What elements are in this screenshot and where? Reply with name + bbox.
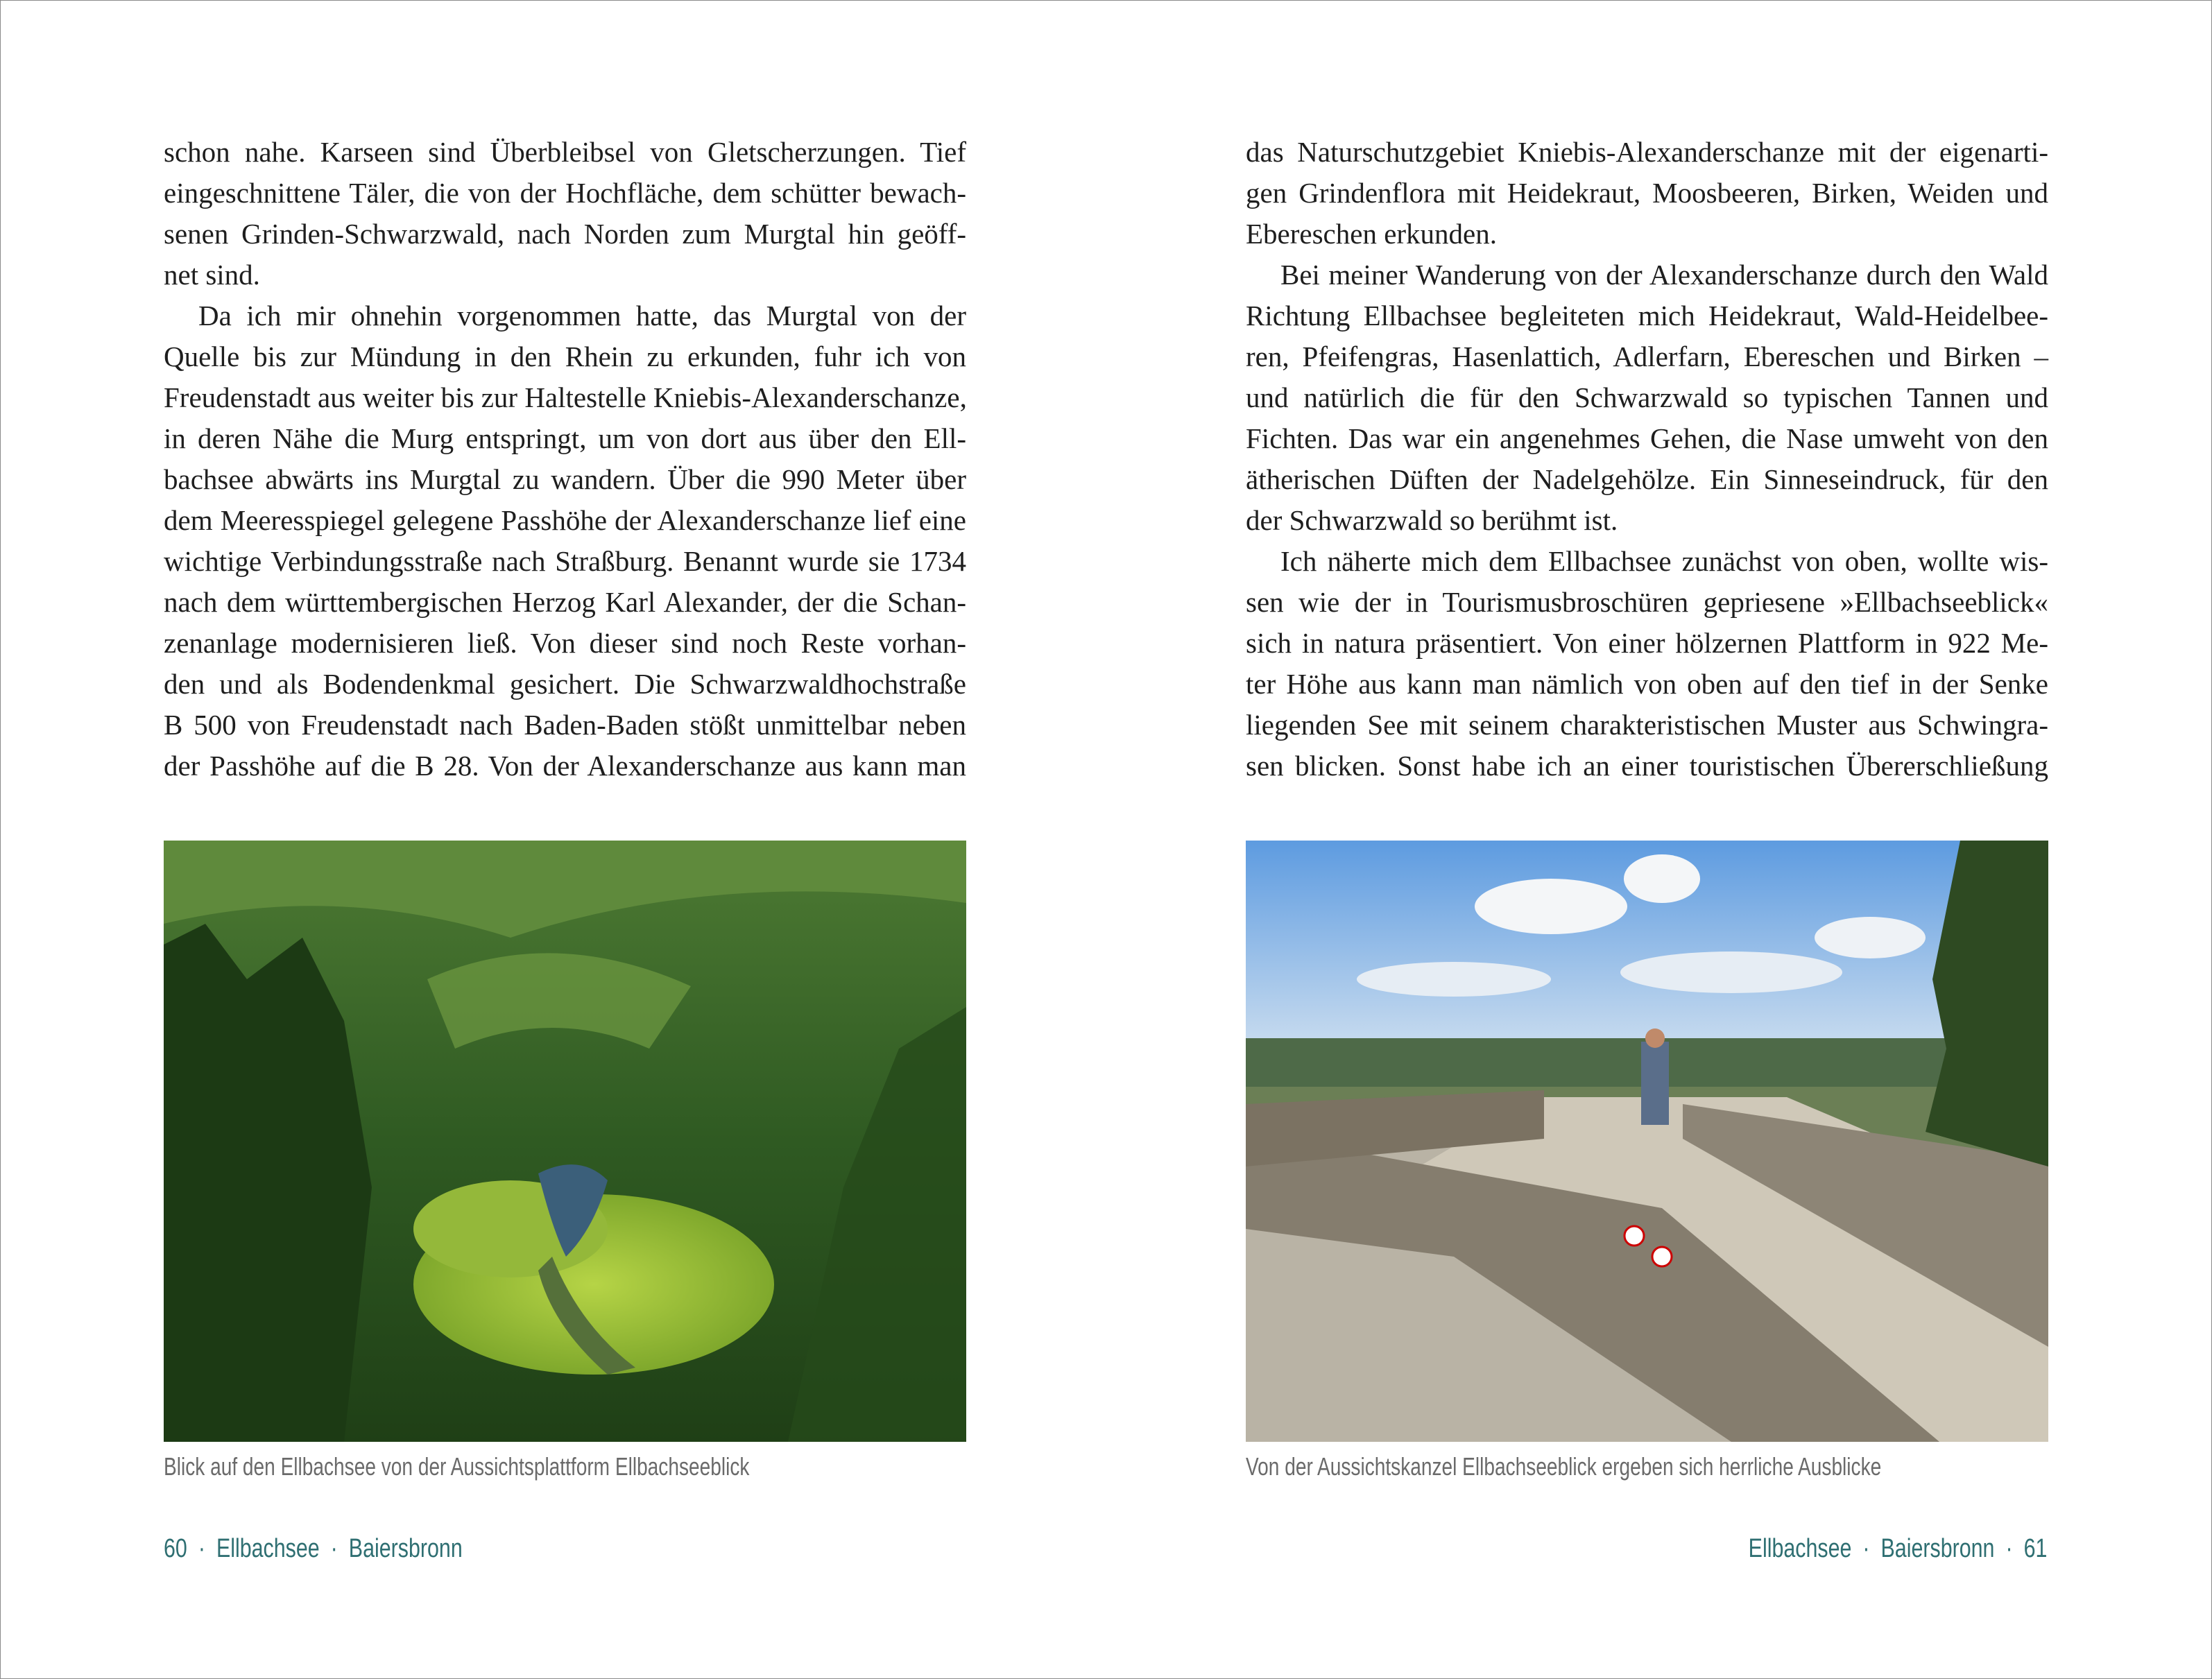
text-line: liegenden See mit seinem charakteristischen Muster aus Schwingra- xyxy=(1246,709,2048,741)
text-line: ter Höhe aus kann man nämlich von oben auf den tief in der Senke xyxy=(1246,668,2048,700)
right-photo-caption: Von der Aussichtskanzel Ellbachseeblick ergeben sich herrliche Ausblicke xyxy=(1246,1452,1882,1481)
separator-dot: · xyxy=(2005,1534,2013,1563)
text-line: nach dem württembergischen Herzog Karl Alexander, der die Schan- xyxy=(164,586,966,618)
text-line: dem Meeresspiegel gelegene Passhöhe der Alexanderschanze lief eine xyxy=(164,504,966,536)
left-page-footer xyxy=(164,1534,463,1564)
text-line: Quelle bis zur Mündung in den Rhein zu erkunden, fuhr ich von xyxy=(164,341,966,372)
text-line: Freudenstadt aus weiter bis zur Haltestelle Kniebis-Alexanderschanze, xyxy=(164,381,967,413)
right-page-body-text xyxy=(1246,132,2048,786)
text-line: und natürlich die für den Schwarzwald so typischen Tannen und xyxy=(1246,381,2048,413)
text-line: Bei meiner Wanderung von der Alexanderschanze durch den Wald xyxy=(1280,259,2048,291)
text-line: eingeschnittene Täler, die von der Hochfläche, dem schütter bewach- xyxy=(164,177,966,209)
text-line: Ebereschen erkunden. xyxy=(1246,218,1497,250)
text-line: net sind. xyxy=(164,259,260,291)
text-line: schon nahe. Karseen sind Überbleibsel von Gletscherzungen. Tief xyxy=(164,136,966,168)
photo-ellbachsee-aerial xyxy=(164,841,966,1442)
text-line: senen Grinden-Schwarzwald, nach Norden zum Murgtal hin geöff- xyxy=(164,218,966,250)
text-line: den und als Bodendenkmal gesichert. Die Schwarzwaldhochstraße xyxy=(164,668,966,700)
text-line: ren, Pfeifengras, Hasenlattich, Adlerfarn, Ebereschen und Birken – xyxy=(1246,341,2048,372)
text-line: in deren Nähe die Murg entspringt, um von dort aus über den Ell- xyxy=(164,422,966,454)
text-line: zenanlage modernisieren ließ. Von dieser sind noch Reste vorhan- xyxy=(164,627,966,659)
text-line: Ich näherte mich dem Ellbachsee zunächst von oben, wollte wis- xyxy=(1280,545,2048,577)
footer-section: Ellbachsee xyxy=(1748,1534,1851,1563)
text-line: sen wie der in Tourismusbroschüren gepriesene »Ellbachseeblick« xyxy=(1246,586,2048,618)
text-line: Richtung Ellbachsee begleiteten mich Heidekraut, Wald-Heidelbee- xyxy=(1246,300,2048,332)
text-line: sich in natura präsentiert. Von einer hölzernen Plattform in 922 Me- xyxy=(1246,627,2048,659)
separator-dot: · xyxy=(198,1534,205,1563)
text-line: Fichten. Das war ein angenehmes Gehen, die Nase umweht von den xyxy=(1246,422,2048,454)
text-line: Da ich mir ohnehin vorgenommen hatte, das Murgtal von der xyxy=(198,300,966,332)
text-line: das Naturschutzgebiet Kniebis-Alexanderschanze mit der eigenarti- xyxy=(1246,136,2048,168)
text-line: ätherischen Düften der Nadelgehölze. Ein Sinneseindruck, für den xyxy=(1246,463,2048,495)
photo-viewing-platform xyxy=(1246,841,2048,1442)
footer-place: Baiersbronn xyxy=(348,1534,463,1563)
separator-dot: · xyxy=(330,1534,338,1563)
footer-section: Ellbachsee xyxy=(216,1534,320,1563)
text-line: wichtige Verbindungsstraße nach Straßburg. Benannt wurde sie 1734 xyxy=(164,545,966,577)
separator-dot: · xyxy=(1862,1534,1870,1563)
left-photo-caption: Blick auf den Ellbachsee von der Aussichtsplattform Ellbachseeblick xyxy=(164,1452,750,1481)
text-line: bachsee abwärts ins Murgtal zu wandern. Über die 990 Meter über xyxy=(164,463,966,495)
page-number: 60 xyxy=(164,1534,187,1563)
text-line: der Passhöhe auf die B 28. Von der Alexanderschanze aus kann man xyxy=(164,750,966,782)
footer-place: Baiersbronn xyxy=(1880,1534,1995,1563)
text-line: gen Grindenflora mit Heidekraut, Moosbeeren, Birken, Weiden und xyxy=(1246,177,2048,209)
right-page-footer xyxy=(1748,1534,2047,1564)
left-page-body-text xyxy=(164,132,966,786)
text-line: der Schwarzwald so berühmt ist. xyxy=(1246,504,1618,536)
page-number: 61 xyxy=(2023,1534,2047,1563)
text-line: B 500 von Freudenstadt nach Baden-Baden stößt unmittelbar neben xyxy=(164,709,966,741)
text-line: sen blicken. Sonst habe ich an einer touristischen Übererschließung xyxy=(1246,750,2048,782)
